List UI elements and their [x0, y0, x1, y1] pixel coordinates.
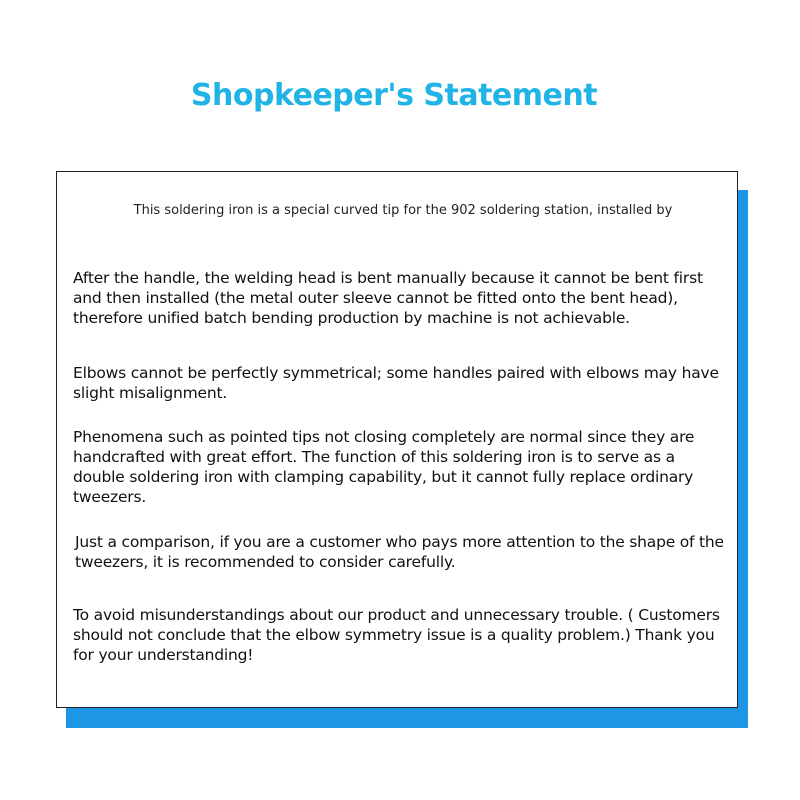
paragraph-comparison: Just a comparison, if you are a customer who pays more attention to the shape of the tweezers, it is recommended to consider carefully.: [75, 533, 724, 571]
intro-line: This soldering iron is a special curved tip for the 902 soldering station, installed by: [133, 203, 673, 218]
paragraph-handle-bending: After the handle, the welding head is bent manually because it cannot be bent first and then installed (the metal outer sleeve cannot be fitted onto the bent head), therefore unified batch bending production by machine is not achievable.: [73, 269, 703, 327]
page-title: Shopkeeper's Statement: [190, 78, 598, 113]
paragraph-handcrafted-tips: Phenomena such as pointed tips not closing completely are normal since they are handcrafted with great effort. The function of this soldering iron is to serve as a double soldering iron with clamping capability, but it cannot fully replace ordinary tweezers.: [73, 428, 695, 506]
paragraph-elbow-symmetry: Elbows cannot be perfectly symmetrical; some handles paired with elbows may have slight misalignment.: [73, 364, 719, 402]
paragraph-disclaimer: To avoid misunderstandings about our product and unnecessary trouble. ( Customers should not conclude that the elbow symmetry issue is a quality problem.) Thank you for your understanding!: [73, 606, 720, 664]
